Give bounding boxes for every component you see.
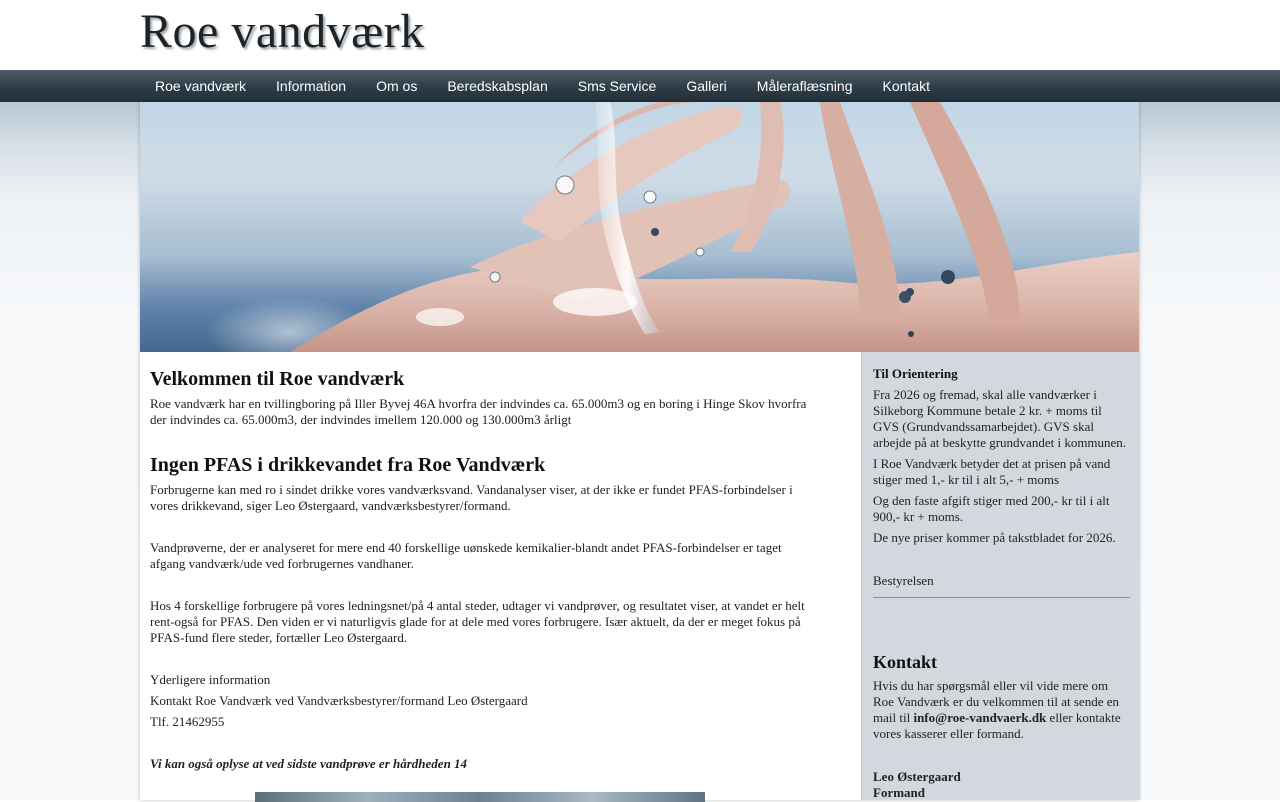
contact-text-after: eller kontakte vores kasserer eller formand. xyxy=(873,710,1121,741)
nav-item-maleraflaesning[interactable]: Måleraflæsning xyxy=(756,78,853,94)
main-navigation xyxy=(0,70,1280,102)
pfas-paragraph-3: Hos 4 forskellige forbrugere på vores ledningsnet/på 4 antal steder, udtager vi vandprøver, og resultatet viser, at vandet er helt rent-også for PFAS. Den viden er vi naturligvis glade for at dele med vores forbrugere. Især aktuelt, da der er meget fokus på PFAS-fund flere steder, fortæller Leo Østergaard. xyxy=(150,598,805,645)
contact-heading: Kontakt xyxy=(873,652,938,672)
board-signature: Bestyrelsen xyxy=(873,573,934,588)
contact-text-before: Hvis du har spørgsmål eller vil vide mere om Roe Vandværk er du velkommen til at sende en mail til xyxy=(873,678,1119,725)
pfas-paragraph-2: Vandprøverne, der er analyseret for mere end 40 forskellige uønskede kemikalier-blandt andet PFAS-forbindelser er taget afgang vandværk/ude ved forbrugernes vandhaner. xyxy=(150,540,782,571)
main-content xyxy=(140,352,861,800)
nav-item-om-os[interactable]: Om os xyxy=(376,78,418,94)
site-header xyxy=(0,0,1280,70)
banner-image xyxy=(140,102,1139,352)
hand-water-illustration xyxy=(140,102,1139,352)
orientation-paragraph-2: I Roe Vandværk betyder det at prisen på vand stiger med 1,- kr til i alt 5,- + moms xyxy=(873,456,1111,487)
sidebar-divider xyxy=(873,597,1130,598)
sidebar xyxy=(861,352,1140,800)
pfas-paragraph-1: Forbrugerne kan med ro i sindet drikke vores vandværksvand. Vandanalyser viser, at der ikke er fundet PFAS-forbindelser i vores drikkevand, siger Leo Østergaard, vandværksbestyrer/formand. xyxy=(150,482,793,513)
gallery-image-preview[interactable] xyxy=(255,792,705,802)
orientation-title: Til Orientering xyxy=(873,366,958,381)
contact-email-link[interactable]: info@roe-vandvaerk.dk xyxy=(913,710,1047,725)
nav-item-sms-service[interactable]: Sms Service xyxy=(577,78,657,94)
info-label: Yderligere information xyxy=(150,672,271,687)
welcome-text: Roe vandværk har en tvillingboring på Iller Byvej 46A hvorfra der indvindes ca. 65.000m3 og en boring i Hinge Skov hvorfra der indvindes ca. 65.000m3, der indvindes imellem 120.000 og 130.000m3 årligt xyxy=(150,396,807,427)
orientation-paragraph-3: Og den faste afgift stiger med 200,- kr til i alt 900,- kr + moms. xyxy=(873,493,1110,524)
person-name: Leo Østergaard xyxy=(873,769,961,784)
phone-line: Tlf. 21462955 xyxy=(150,714,225,729)
nav-item-information[interactable]: Information xyxy=(276,78,347,94)
hardness-note: Vi kan også oplyse at ved sidste vandprøve er hårdheden 14 xyxy=(150,756,468,771)
nav-item-roe-vandvaerk[interactable]: Roe vandværk xyxy=(155,78,247,94)
nav-item-beredskabsplan[interactable]: Beredskabsplan xyxy=(447,78,548,94)
nav-item-kontakt[interactable]: Kontakt xyxy=(882,78,930,94)
nav-list xyxy=(140,70,945,102)
content-wrapper xyxy=(140,102,1139,800)
pfas-heading: Ingen PFAS i drikkevandet fra Roe Vandværk xyxy=(150,454,546,476)
nav-item-galleri[interactable]: Galleri xyxy=(686,78,727,94)
contact-line: Kontakt Roe Vandværk ved Vandværksbestyrer/formand Leo Østergaard xyxy=(150,693,528,708)
welcome-heading: Velkommen til Roe vandværk xyxy=(150,368,405,390)
contact-text xyxy=(873,678,1130,742)
site-title[interactable]: Roe vandværk xyxy=(140,5,425,58)
orientation-paragraph-4: De nye priser kommer på takstbladet for 2026. xyxy=(873,530,1116,545)
person-role: Formand xyxy=(873,785,925,800)
orientation-paragraph-1: Fra 2026 og fremad, skal alle vandværker i Silkeborg Kommune betale 2 kr. + moms til GVS (Grundvandssamarbejdet). GVS skal arbejde på at beskytte grundvandet i kommunen. xyxy=(873,387,1127,450)
